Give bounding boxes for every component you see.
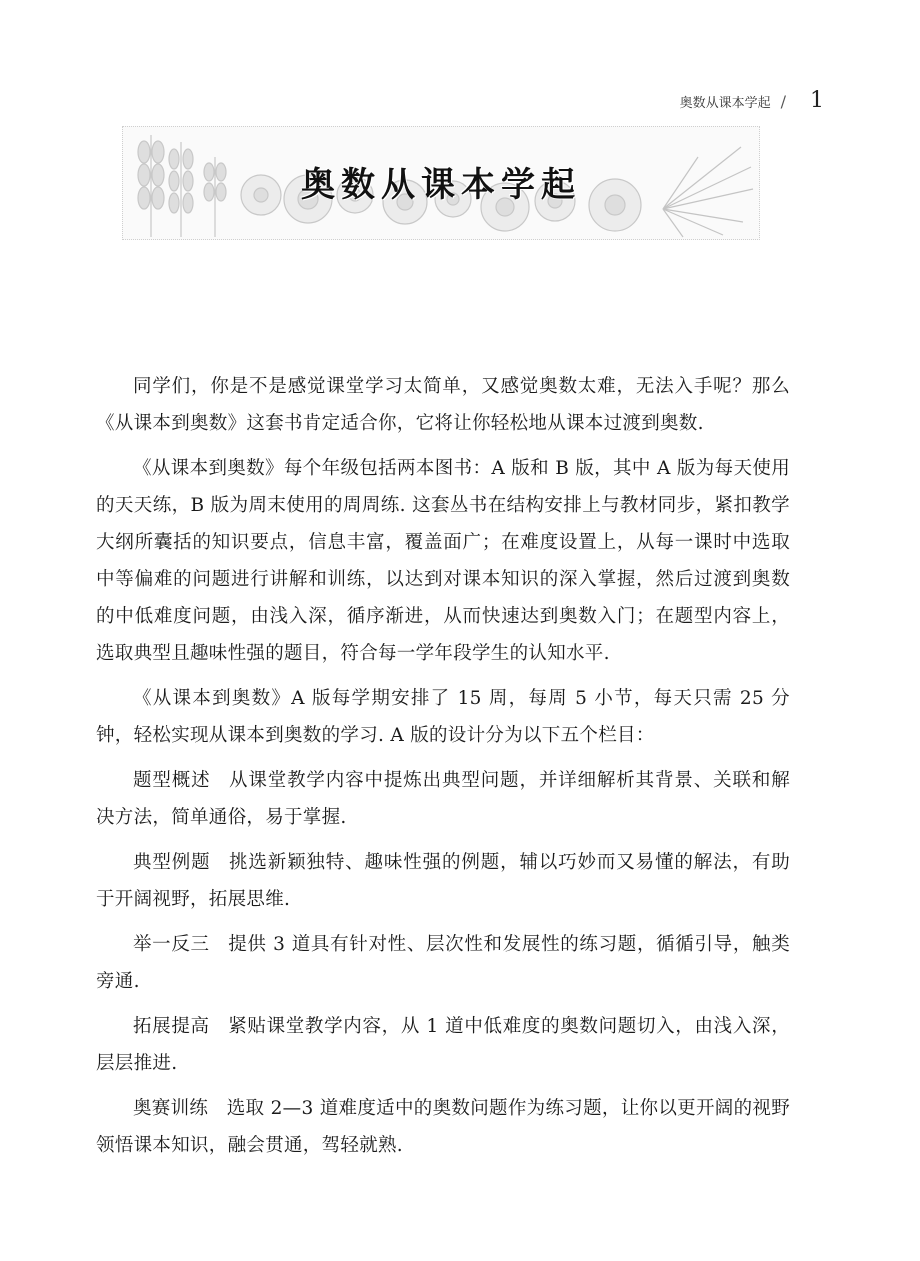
paragraph-intro: 同学们，你是不是感觉课堂学习太简单，又感觉奥数太难，无法入手呢？那么《从课本到奥数》这套书肯定适合你，它将让你轻松地从课本过渡到奥数. [96,376,790,434]
section-desc: 提供 3 道具有针对性、层次性和发展性的练习题，循循引导，触类旁通. [96,934,790,992]
section-term: 举一反三 [133,934,210,955]
section-desc: 选取 2—3 道难度适中的奥数问题作为练习题，让你以更开阔的视野领悟课本知识，融会贯通，驾轻就熟. [96,1098,790,1156]
section-term: 典型例题 [133,852,211,873]
page-number: 1 [810,88,824,113]
paragraph-book-description: 《从课本到奥数》每个年级包括两本图书：A 版和 B 版，其中 A 版为每天使用的天天练，B 版为周末使用的周周练. 这套丛书在结构安排上与教材同步，紧扣教学大纲所囊括的知识要点，信息丰富，覆盖面广；在难度设置上，从每一课时中选取中等偏难的问题进行讲解和训练，以达到对课本知识的深入掌握，然后过渡到奥数的中低难度问题，由浅入深，循序渐进，从而快速达到奥数入门；在题型内容上，选取典型且趣味性强的题目，符合每一学年段学生的认知水平. [96,458,790,664]
running-header [680,88,824,113]
section-desc: 从课堂教学内容中提炼出典型问题，并详细解析其背景、关联和解决方法，简单通俗，易于掌握. [96,770,791,828]
section-item [96,844,790,918]
section-item [96,1090,790,1164]
banner-title: 奥数从课本学起 [301,165,581,205]
section-term: 拓展提高 [133,1016,210,1037]
section-desc: 挑选新颖独特、趣味性强的例题，辅以巧妙而又易懂的解法，有助于开阔视野，拓展思维. [96,852,791,910]
section-item [96,1008,790,1082]
section-term: 题型概述 [133,770,211,791]
section-item [96,762,790,836]
section-item [96,926,790,1000]
header-separator: / [780,92,786,111]
article-body [96,368,790,1172]
running-title: 奥数从课本学起 [679,96,771,111]
section-term: 奥赛训练 [133,1098,209,1119]
paragraph-schedule: 《从课本到奥数》A 版每学期安排了 15 周，每周 5 小节，每天只需 25 分钟，轻松实现从课本到奥数的学习. A 版的设计分为以下五个栏目： [96,688,790,746]
title-banner [122,126,760,240]
section-desc: 紧贴课堂教学内容，从 1 道中低难度的奥数问题切入，由浅入深，层层推进. [96,1016,790,1074]
